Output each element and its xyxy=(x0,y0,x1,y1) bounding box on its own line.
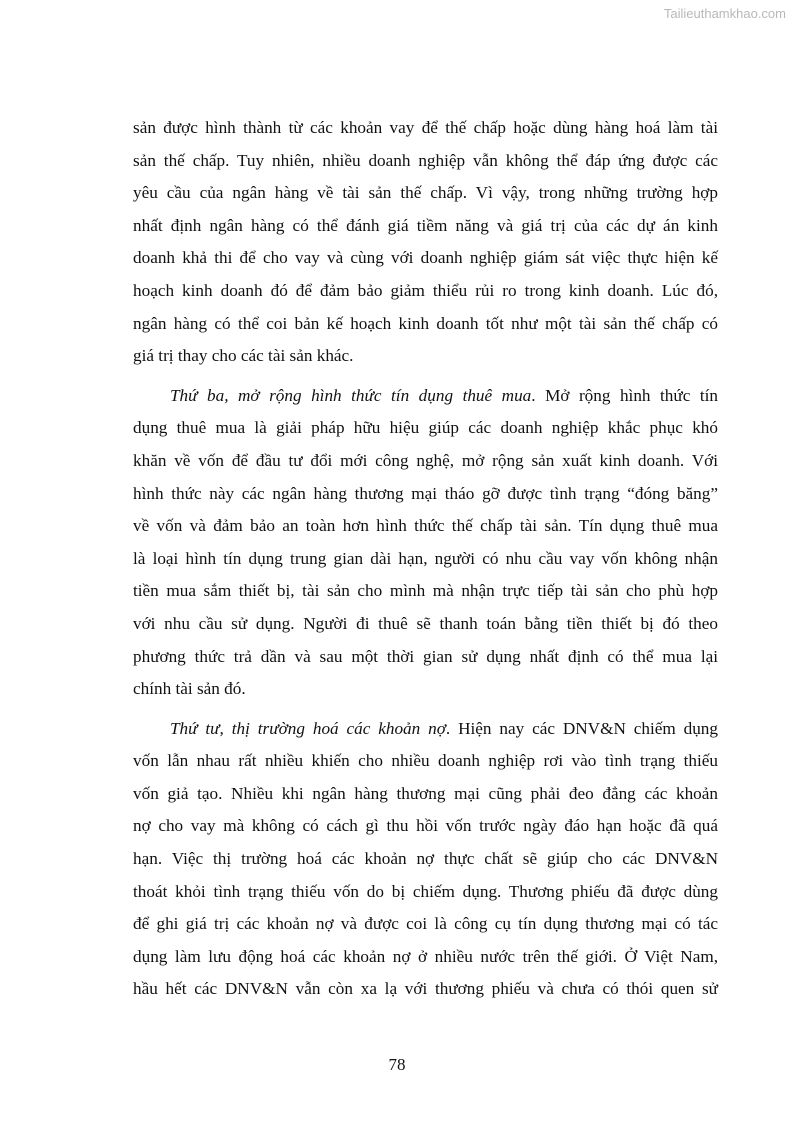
text-line: tiền mua sắm thiết bị, tài sản cho mình mà nhận trực tiếp tài sản cho phù hợp xyxy=(133,581,718,601)
text-line: hầu hết các DNV&N vẫn còn xa lạ với thương phiếu và chưa có thói quen sử xyxy=(133,979,718,999)
text-line: hoạch kinh doanh đó để đảm bảo giảm thiểu rủi ro trong kinh doanh. Lúc đó, xyxy=(133,280,718,300)
section-heading-leasing: Thứ ba, mở rộng hình thức tín dụng thuê mua xyxy=(170,385,532,405)
text-line: yêu cầu của ngân hàng về tài sản thế chấp. Vì vậy, trong những trường hợp xyxy=(133,183,718,203)
text-line: sản được hình thành từ các khoản vay để thế chấp hoặc dùng hàng hoá làm tài xyxy=(133,118,718,137)
text-line: hạn. Việc thị trường hoá các khoản nợ thực chất sẽ giúp cho các DNV&N xyxy=(133,849,718,869)
text-line: vốn giả tạo. Nhiều khi ngân hàng thương mại cũng phải đeo đẳng các khoản xyxy=(133,783,718,803)
text-line: phương thức trả dần và sau một thời gian sử dụng nhất định có thể mua lại xyxy=(133,646,718,666)
section-heading-debt: Thứ tư, thị trường hoá các khoản nợ xyxy=(170,718,446,738)
text-line: doanh khả thi để cho vay và cùng với doanh nghiệp giám sát việc thực hiện kế xyxy=(133,248,718,268)
text-line: thoát khỏi tình trạng thiếu vốn do bị chiếm dụng. Thương phiếu đã được dùng xyxy=(133,881,718,901)
paragraph-leasing-credit xyxy=(133,380,718,706)
watermark: Tailieuthamkhao.com xyxy=(663,6,786,21)
paragraph-debt-marketization xyxy=(133,713,718,1006)
text-line: với nhu cầu sử dụng. Người đi thuê sẽ thanh toán bằng tiền thiết bị đó theo xyxy=(133,613,718,633)
text-line: nợ cho vay mà không có cách gì thu hồi vốn trước ngày đáo hạn hoặc đã quá xyxy=(133,816,718,836)
text-line: hình thức này các ngân hàng thương mại tháo gỡ được tình trạng “đóng băng” xyxy=(133,483,718,503)
page-number: 78 xyxy=(388,1055,406,1074)
text-line: để ghi giá trị các khoản nợ và được coi là công cụ tín dụng thương mại có tác xyxy=(133,914,718,934)
text-line: khăn về vốn để đầu tư đổi mới công nghệ, mở rộng sản xuất kinh doanh. Với xyxy=(133,450,718,470)
heading-continuation: . Mở rộng hình thức tín xyxy=(531,385,718,405)
text-line: chính tài sản đó. xyxy=(133,679,246,699)
text-line xyxy=(133,713,718,746)
text-line: giá trị thay cho các tài sản khác. xyxy=(133,346,354,366)
text-line: dụng làm lưu động hoá các khoản nợ ở nhiều nước trên thế giới. Ở Việt Nam, xyxy=(133,946,718,966)
paragraph-collateral xyxy=(133,112,718,373)
heading-continuation: . Hiện nay các DNV&N chiếm dụng xyxy=(445,718,718,738)
text-line: ngân hàng có thể coi bản kế hoạch kinh doanh tốt như một tài sản thế chấp có xyxy=(133,313,718,333)
text-line: sản thế chấp. Tuy nhiên, nhiều doanh nghiệp vẫn không thể đáp ứng được các xyxy=(133,150,718,170)
text-line xyxy=(133,380,718,413)
text-line: vốn lẫn nhau rất nhiều khiến cho nhiều doanh nghiệp rơi vào tình trạng thiếu xyxy=(133,751,718,771)
document-body xyxy=(133,112,718,1006)
text-line: nhất định ngân hàng có thể đánh giá tiềm năng và giá trị của các dự án kinh xyxy=(133,215,718,235)
text-line: về vốn và đảm bảo an toàn hơn hình thức thế chấp tài sản. Tín dụng thuê mua xyxy=(133,516,718,536)
text-line: là loại hình tín dụng trung gian dài hạn, người có nhu cầu vay vốn không nhận xyxy=(133,548,718,568)
text-line: dụng thuê mua là giải pháp hữu hiệu giúp các doanh nghiệp khắc phục khó xyxy=(133,418,718,438)
